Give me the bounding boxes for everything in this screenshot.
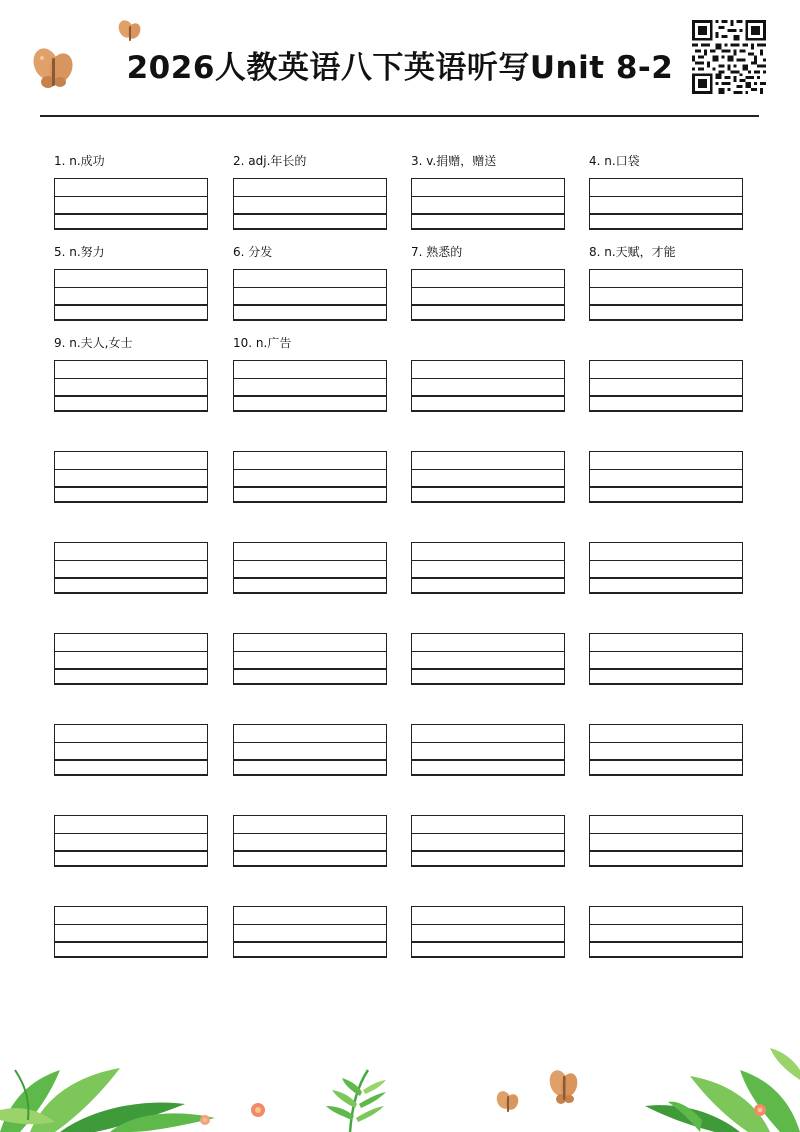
writing-line — [412, 378, 564, 379]
writing-line — [412, 486, 564, 488]
writing-line — [590, 941, 742, 943]
answer-box[interactable] — [233, 906, 387, 958]
writing-line — [233, 683, 387, 685]
answer-box[interactable] — [589, 724, 743, 776]
writing-line — [411, 865, 565, 867]
writing-line — [589, 865, 743, 867]
writing-line — [590, 651, 742, 652]
writing-line — [590, 287, 742, 288]
writing-line — [54, 956, 208, 958]
writing-line — [55, 378, 207, 379]
writing-line — [590, 742, 742, 743]
writing-line — [412, 742, 564, 743]
writing-line — [411, 319, 565, 321]
writing-line — [590, 668, 742, 670]
writing-line — [412, 469, 564, 470]
leaf-plant-icon — [0, 1040, 800, 1132]
item-label: 1. n.成功 — [54, 154, 105, 168]
writing-line — [234, 196, 386, 197]
writing-line — [233, 319, 387, 321]
answer-box[interactable] — [589, 269, 743, 321]
writing-line — [234, 486, 386, 488]
writing-line — [55, 651, 207, 652]
writing-line — [411, 501, 565, 503]
writing-line — [54, 865, 208, 867]
writing-line — [411, 228, 565, 230]
writing-line — [589, 683, 743, 685]
answer-box[interactable] — [233, 633, 387, 685]
writing-line — [589, 410, 743, 412]
page-title: 2026人教英语八下英语听写Unit 8-2 — [126, 50, 674, 86]
writing-line — [54, 501, 208, 503]
answer-box[interactable] — [589, 633, 743, 685]
answer-box[interactable] — [411, 542, 565, 594]
answer-box[interactable] — [589, 906, 743, 958]
answer-box[interactable] — [589, 360, 743, 412]
writing-line — [54, 592, 208, 594]
answer-box[interactable] — [411, 906, 565, 958]
writing-line — [54, 683, 208, 685]
writing-line — [589, 956, 743, 958]
writing-line — [234, 833, 386, 834]
answer-box[interactable] — [411, 178, 565, 230]
writing-line — [55, 395, 207, 397]
writing-line — [411, 410, 565, 412]
writing-line — [54, 228, 208, 230]
writing-line — [55, 196, 207, 197]
item-label: 7. 熟悉的 — [411, 245, 463, 259]
answer-box[interactable] — [54, 178, 208, 230]
writing-line — [234, 395, 386, 397]
writing-line — [589, 774, 743, 776]
answer-box[interactable] — [589, 815, 743, 867]
item-label: 9. n.夫人,女士 — [54, 336, 133, 350]
writing-line — [55, 577, 207, 579]
writing-line — [590, 486, 742, 488]
butterfly-icon — [494, 1088, 522, 1118]
answer-box[interactable] — [54, 451, 208, 503]
answer-box[interactable] — [233, 178, 387, 230]
writing-line — [590, 833, 742, 834]
writing-line — [412, 924, 564, 925]
answer-box[interactable] — [411, 633, 565, 685]
writing-line — [590, 395, 742, 397]
answer-box[interactable] — [233, 360, 387, 412]
writing-line — [55, 941, 207, 943]
writing-line — [233, 956, 387, 958]
title-divider — [40, 115, 759, 117]
answer-box[interactable] — [54, 724, 208, 776]
answer-box[interactable] — [54, 542, 208, 594]
item-label: 8. n.天赋，才能 — [589, 245, 676, 259]
writing-line — [233, 592, 387, 594]
answer-box[interactable] — [589, 451, 743, 503]
writing-line — [234, 469, 386, 470]
writing-line — [590, 560, 742, 561]
writing-line — [55, 560, 207, 561]
writing-line — [55, 213, 207, 215]
answer-box[interactable] — [54, 633, 208, 685]
writing-line — [55, 287, 207, 288]
answer-box[interactable] — [54, 360, 208, 412]
writing-line — [411, 774, 565, 776]
writing-line — [55, 850, 207, 852]
writing-line — [234, 651, 386, 652]
writing-line — [590, 196, 742, 197]
item-label: 2. adj.年长的 — [233, 154, 307, 168]
writing-line — [234, 560, 386, 561]
writing-line — [55, 668, 207, 670]
writing-line — [55, 304, 207, 306]
writing-line — [54, 410, 208, 412]
writing-line — [233, 228, 387, 230]
writing-line — [411, 683, 565, 685]
answer-box[interactable] — [54, 269, 208, 321]
answer-box[interactable] — [233, 724, 387, 776]
writing-line — [411, 956, 565, 958]
writing-line — [234, 924, 386, 925]
qr-code-icon — [692, 20, 766, 94]
writing-line — [590, 213, 742, 215]
answer-box[interactable] — [411, 724, 565, 776]
writing-line — [55, 742, 207, 743]
writing-line — [589, 501, 743, 503]
writing-line — [412, 577, 564, 579]
item-label: 5. n.努力 — [54, 245, 105, 259]
writing-line — [234, 378, 386, 379]
writing-line — [412, 287, 564, 288]
writing-line — [233, 865, 387, 867]
writing-line — [55, 924, 207, 925]
writing-line — [590, 924, 742, 925]
answer-box[interactable] — [411, 360, 565, 412]
writing-line — [234, 850, 386, 852]
answer-box[interactable] — [233, 269, 387, 321]
answer-box[interactable] — [54, 906, 208, 958]
writing-line — [590, 577, 742, 579]
answer-box[interactable] — [233, 815, 387, 867]
writing-line — [54, 319, 208, 321]
answer-box[interactable] — [54, 815, 208, 867]
writing-line — [412, 941, 564, 943]
writing-line — [412, 213, 564, 215]
writing-line — [412, 304, 564, 306]
writing-line — [234, 742, 386, 743]
writing-line — [412, 850, 564, 852]
writing-line — [55, 833, 207, 834]
writing-line — [590, 304, 742, 306]
writing-line — [54, 774, 208, 776]
writing-line — [55, 469, 207, 470]
writing-line — [234, 668, 386, 670]
writing-line — [412, 759, 564, 761]
writing-line — [234, 304, 386, 306]
butterfly-icon — [28, 44, 78, 92]
butterfly-icon — [116, 18, 144, 46]
answer-box[interactable] — [411, 269, 565, 321]
writing-line — [412, 651, 564, 652]
writing-line — [590, 759, 742, 761]
writing-line — [411, 592, 565, 594]
item-label: 3. v.捐赠，赠送 — [411, 154, 497, 168]
writing-line — [412, 395, 564, 397]
writing-line — [234, 941, 386, 943]
writing-line — [234, 287, 386, 288]
writing-line — [589, 592, 743, 594]
answer-box[interactable] — [411, 451, 565, 503]
answer-box[interactable] — [233, 542, 387, 594]
writing-line — [234, 759, 386, 761]
answer-box[interactable] — [589, 542, 743, 594]
writing-line — [234, 213, 386, 215]
writing-line — [590, 850, 742, 852]
item-label: 4. n.口袋 — [589, 154, 640, 168]
answer-box[interactable] — [411, 815, 565, 867]
writing-line — [233, 501, 387, 503]
writing-line — [412, 833, 564, 834]
writing-line — [590, 378, 742, 379]
writing-line — [590, 469, 742, 470]
writing-line — [412, 560, 564, 561]
writing-line — [55, 486, 207, 488]
item-label: 6. 分发 — [233, 245, 273, 259]
writing-line — [234, 577, 386, 579]
writing-line — [589, 319, 743, 321]
writing-line — [233, 410, 387, 412]
writing-line — [412, 668, 564, 670]
answer-box[interactable] — [589, 178, 743, 230]
writing-line — [233, 774, 387, 776]
answer-box[interactable] — [233, 451, 387, 503]
writing-line — [589, 228, 743, 230]
butterfly-icon — [546, 1066, 582, 1108]
item-label: 10. n.广告 — [233, 336, 292, 350]
writing-line — [55, 759, 207, 761]
writing-line — [412, 196, 564, 197]
